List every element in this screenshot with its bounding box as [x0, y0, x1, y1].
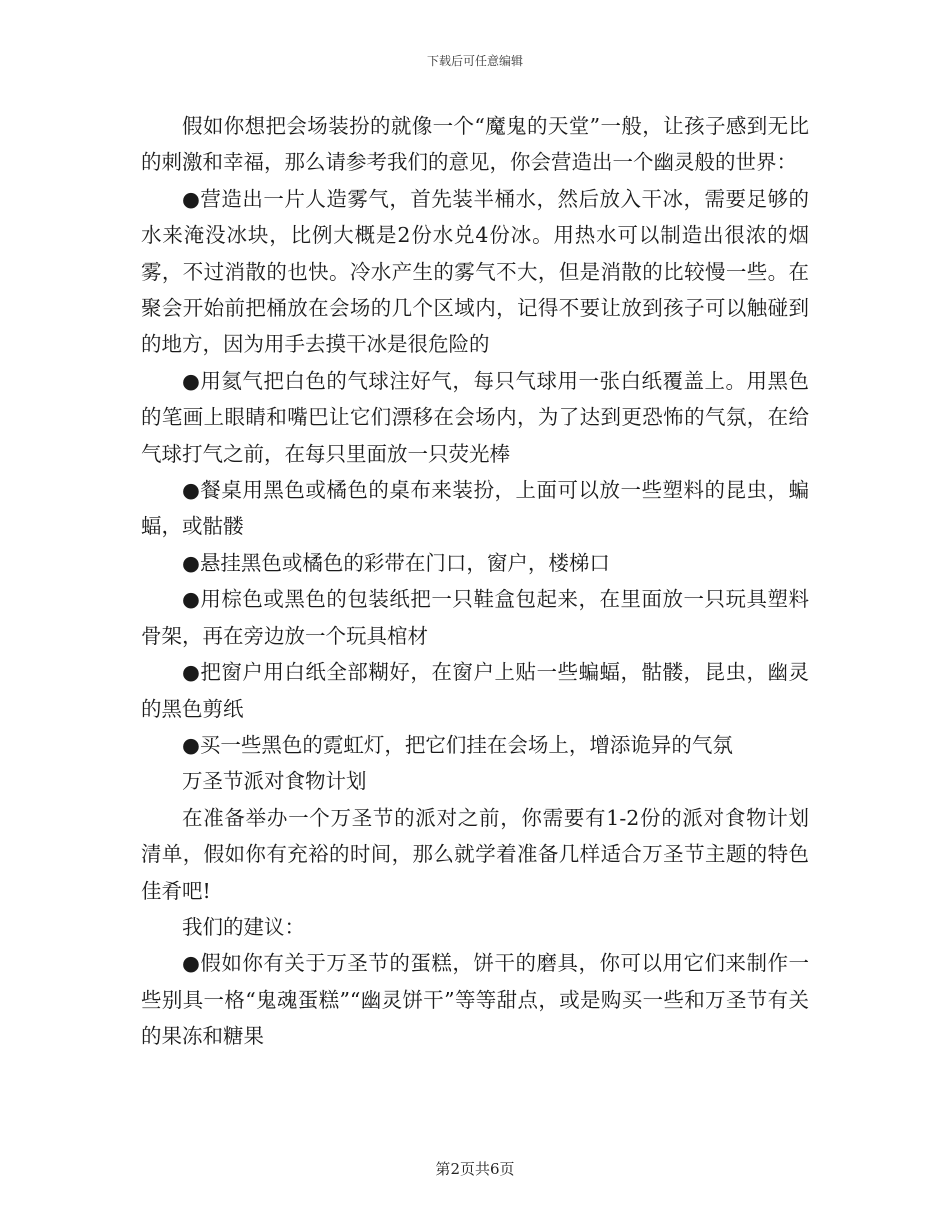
- food-plan-paragraph: 在准备举办一个万圣节的派对之前，你需要有1-2份的派对食物计划清单，假如你有充裕的时间，那么就学着准备几样适合万圣节主题的特色佳肴吧!: [141, 805, 809, 903]
- bullet-fog-paragraph: ●营造出一片人造雾气，首先装半桶水，然后放入干冰，需要足够的水来淹没冰块，比例大概是2份水兑4份冰。用热水可以制造出很浓的烟雾，不过消散的也快。冷水产生的雾气不大，但是消散的比较慢一些。在聚会开始前把桶放在会场的几个区域内，记得不要让放到孩子可以触碰到的地方，因为用手去摸干冰是很危险的: [141, 186, 809, 357]
- bullet-cake-paragraph: ●假如你有关于万圣节的蛋糕，饼干的磨具，你可以用它们来制作一些别具一格“鬼魂蛋糕”“幽灵饼干”等等甜点，或是购买一些和万圣节有关的果冻和糖果: [141, 951, 809, 1049]
- bullet-window-paragraph: ●把窗户用白纸全部糊好，在窗户上贴一些蝙蝠，骷髅，昆虫，幽灵的黑色剪纸: [141, 660, 809, 721]
- bullet-table-paragraph: ●餐桌用黑色或橘色的桌布来装扮，上面可以放一些塑料的昆虫，蝙蝠，或骷髅: [141, 478, 809, 539]
- document-body: [141, 108, 809, 1055]
- bullet-shoebox-paragraph: ●用棕色或黑色的包装纸把一只鞋盒包起来，在里面放一只玩具塑料骨架，再在旁边放一个玩具棺材: [141, 587, 809, 648]
- page-footer: [0, 1158, 950, 1179]
- bullet-neon-paragraph: ●买一些黑色的霓虹灯，把它们挂在会场上，增添诡异的气氛: [182, 732, 733, 757]
- footer-total-pages: 6: [490, 1160, 500, 1178]
- section-heading: 万圣节派对食物计划: [182, 769, 367, 794]
- page-header: 下载后可任意编辑: [426, 54, 523, 68]
- suggestions-heading: 我们的建议：: [182, 914, 305, 939]
- footer-prefix: 第: [435, 1160, 451, 1178]
- intro-paragraph: 假如你想把会场装扮的就像一个“魔鬼的天堂”一般，让孩子感到无比的刺激和幸福，那么请参考我们的意见，你会营造出一个幽灵般的世界：: [141, 114, 809, 175]
- bullet-ribbon-paragraph: ●悬挂黑色或橘色的彩带在门口，窗户，楼梯口: [182, 550, 610, 575]
- footer-current-page: 2: [450, 1160, 460, 1178]
- footer-middle: 页共: [459, 1160, 490, 1178]
- footer-suffix: 页: [499, 1160, 515, 1178]
- bullet-balloon-paragraph: ●用氦气把白色的气球注好气，每只气球用一张白纸覆盖上。用黑色的笔画上眼睛和嘴巴让它们漂移在会场内，为了达到更恐怖的气氛，在给气球打气之前，在每只里面放一只荧光棒: [141, 368, 809, 466]
